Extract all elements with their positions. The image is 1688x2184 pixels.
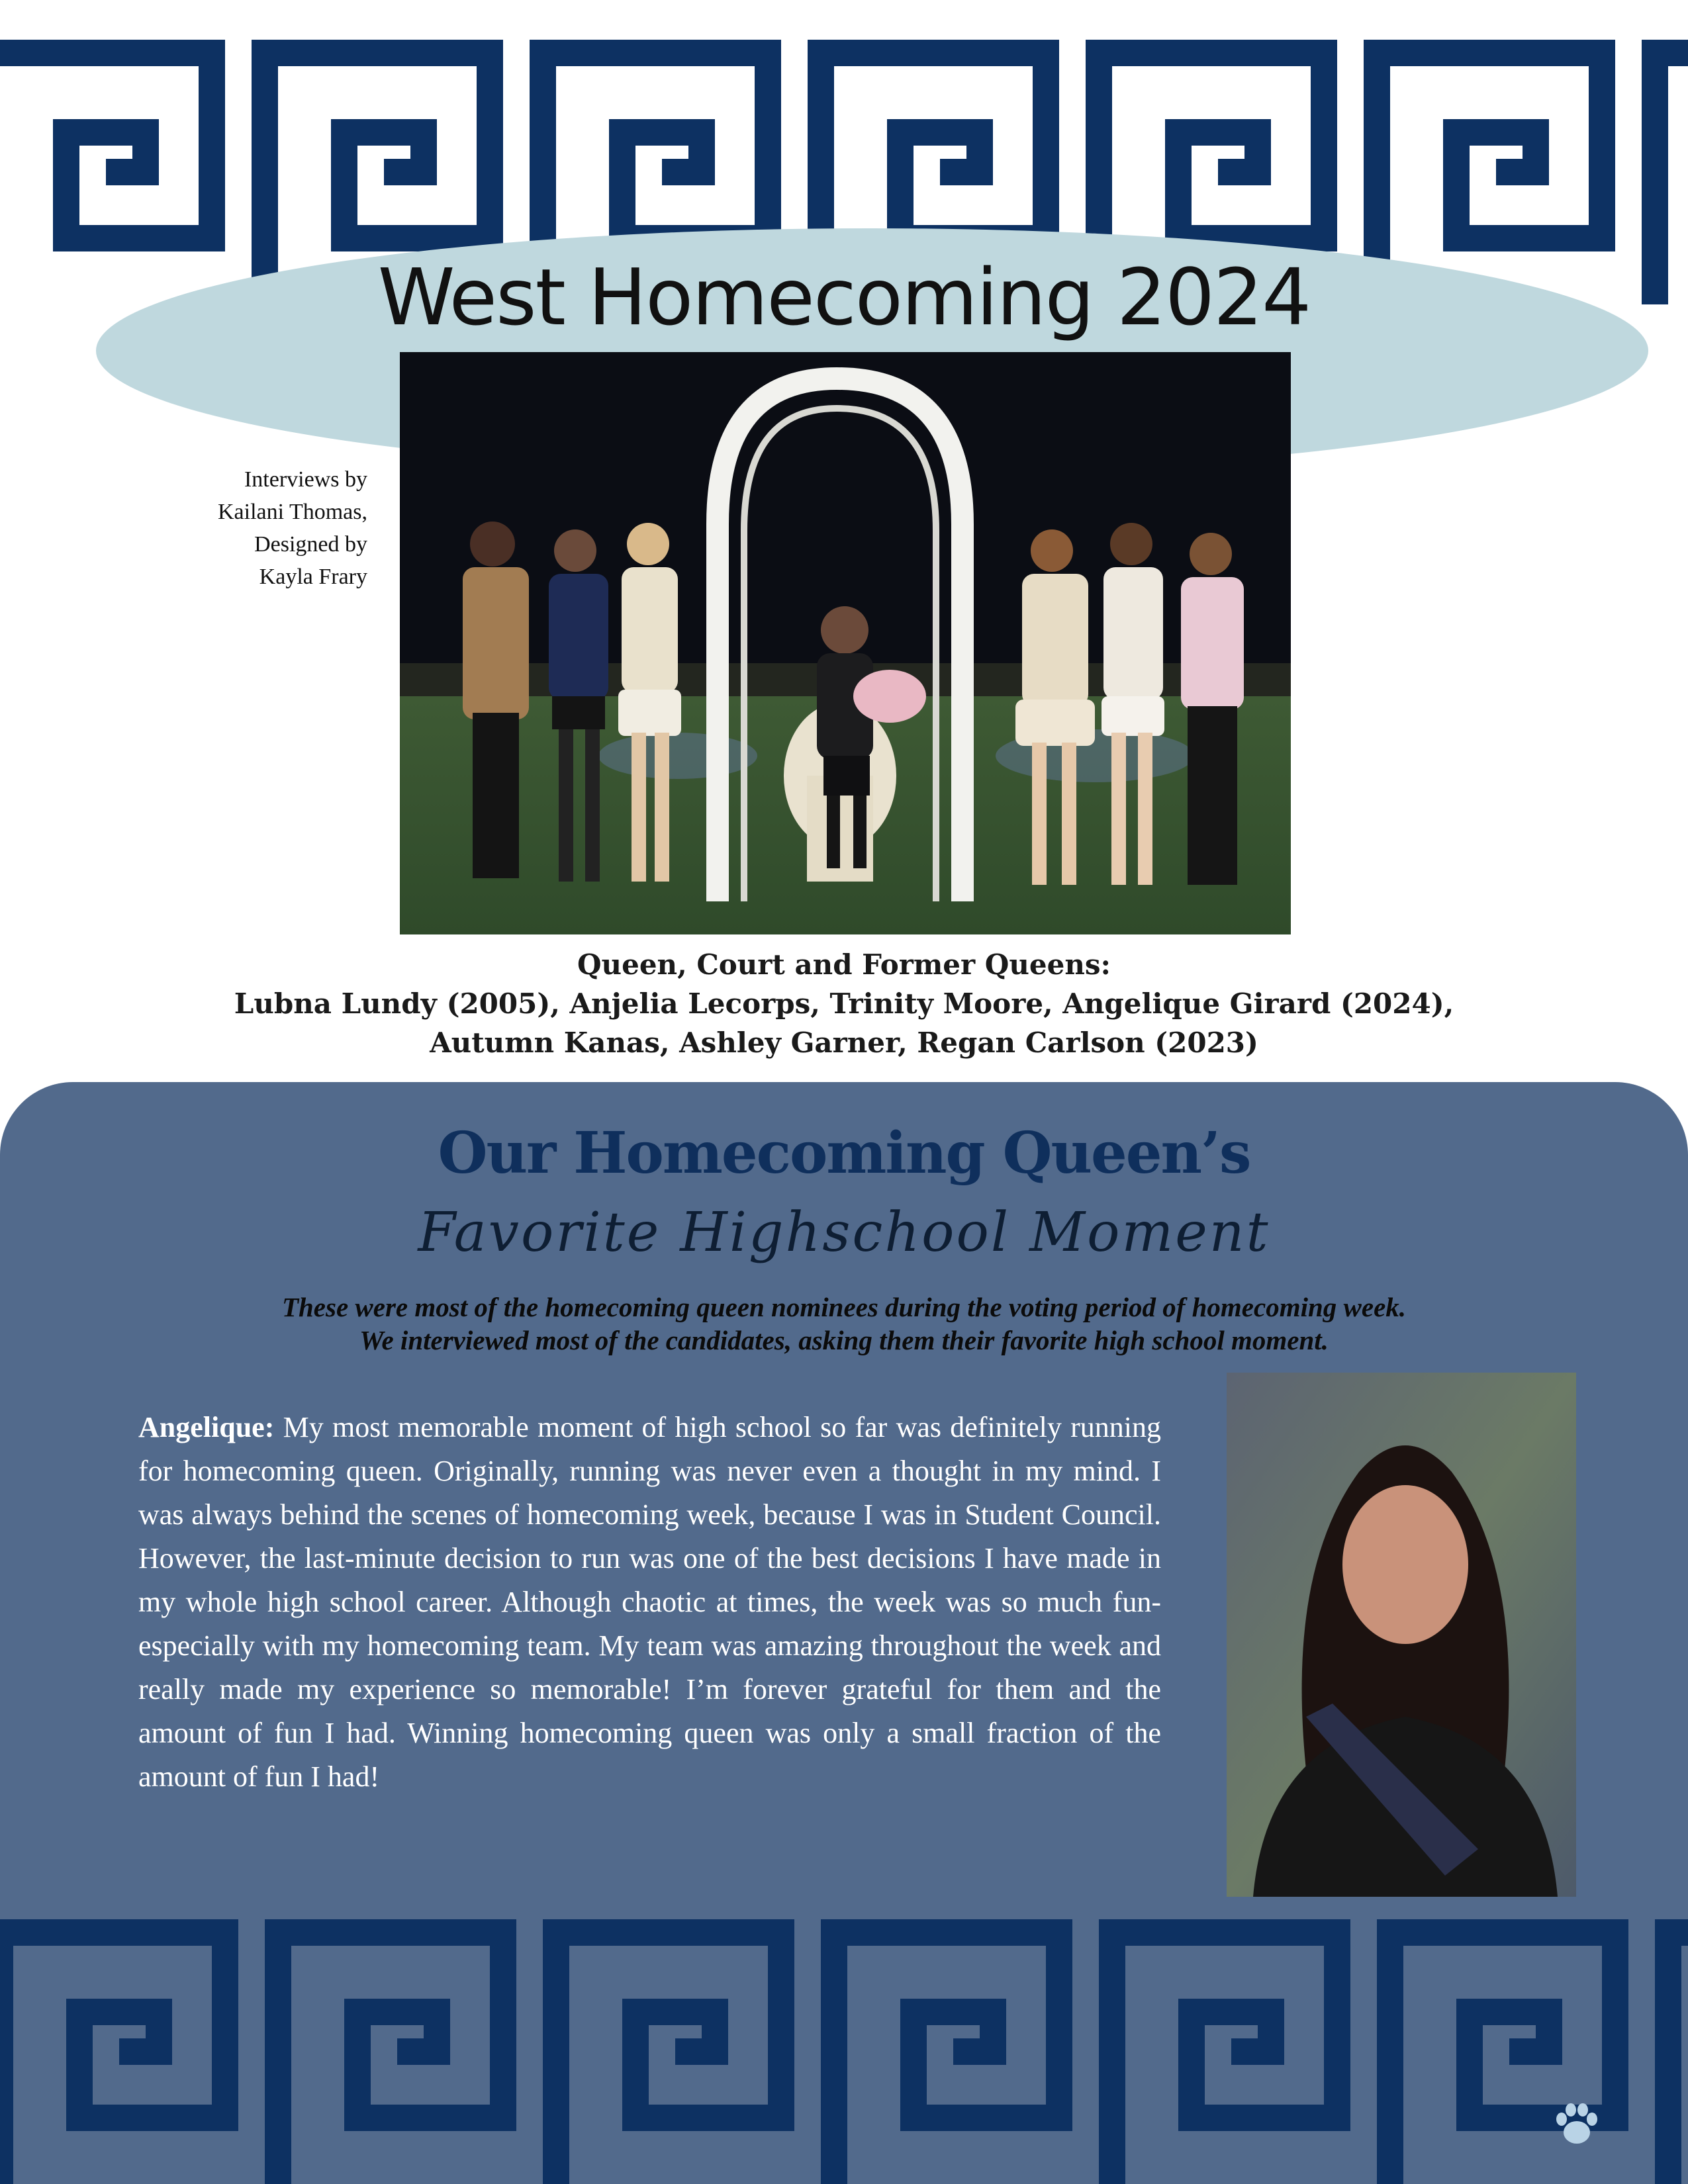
feature-subtitle: Favorite Highschool Moment	[418, 1201, 1270, 1264]
caption-names-line: Autumn Kanas, Ashley Garner, Regan Carlson (2023)	[430, 1026, 1258, 1059]
intro-line: These were most of the homecoming queen nominees during the voting period of homecoming week.	[281, 1292, 1407, 1322]
paw-print-icon	[1550, 2098, 1603, 2151]
credits	[156, 463, 367, 593]
feature-title: Our Homecoming Queen’s	[438, 1120, 1250, 1187]
credits-line: Interviews by	[244, 467, 367, 492]
credits-line: Designed by	[254, 532, 367, 557]
court-photo-caption	[0, 945, 1688, 1062]
interview-answer	[138, 1406, 1161, 1799]
bottom-greek-key-border	[0, 1906, 1688, 2184]
answer-text: My most memorable moment of high school so far was definitely running for homecoming queen. Originally, running was never even a thought in my mind. I was always behind the scenes of homecoming week, because I was in Student Council. However, the last-minute decision to run was one of the best decisions I have made in my whole high school career. Although chaotic at times, the week was so much fun- especially with my homecoming team. My team was amazing throughout the week and really made my experience so memorable! I’m forever grateful for them and the amount of fun I had. Winning homecoming queen was only a small fraction of the amount of fun I had!	[138, 1411, 1162, 1793]
court-group-photo	[400, 352, 1291, 934]
credits-line: Kayla Frary	[259, 565, 367, 589]
queen-portrait-photo	[1227, 1373, 1576, 1897]
intro-line: We interviewed most of the candidates, asking them their favorite high school moment.	[359, 1325, 1329, 1355]
caption-names-line: Lubna Lundy (2005), Anjelia Lecorps, Trinity Moore, Angelique Girard (2024),	[234, 987, 1454, 1020]
feature-intro	[0, 1291, 1688, 1357]
credits-line: Kailani Thomas,	[218, 500, 367, 524]
interviewee-name: Angelique:	[138, 1411, 275, 1443]
caption-heading: Queen, Court and Former Queens:	[577, 948, 1111, 981]
page-title: West Homecoming 2024	[377, 251, 1311, 343]
